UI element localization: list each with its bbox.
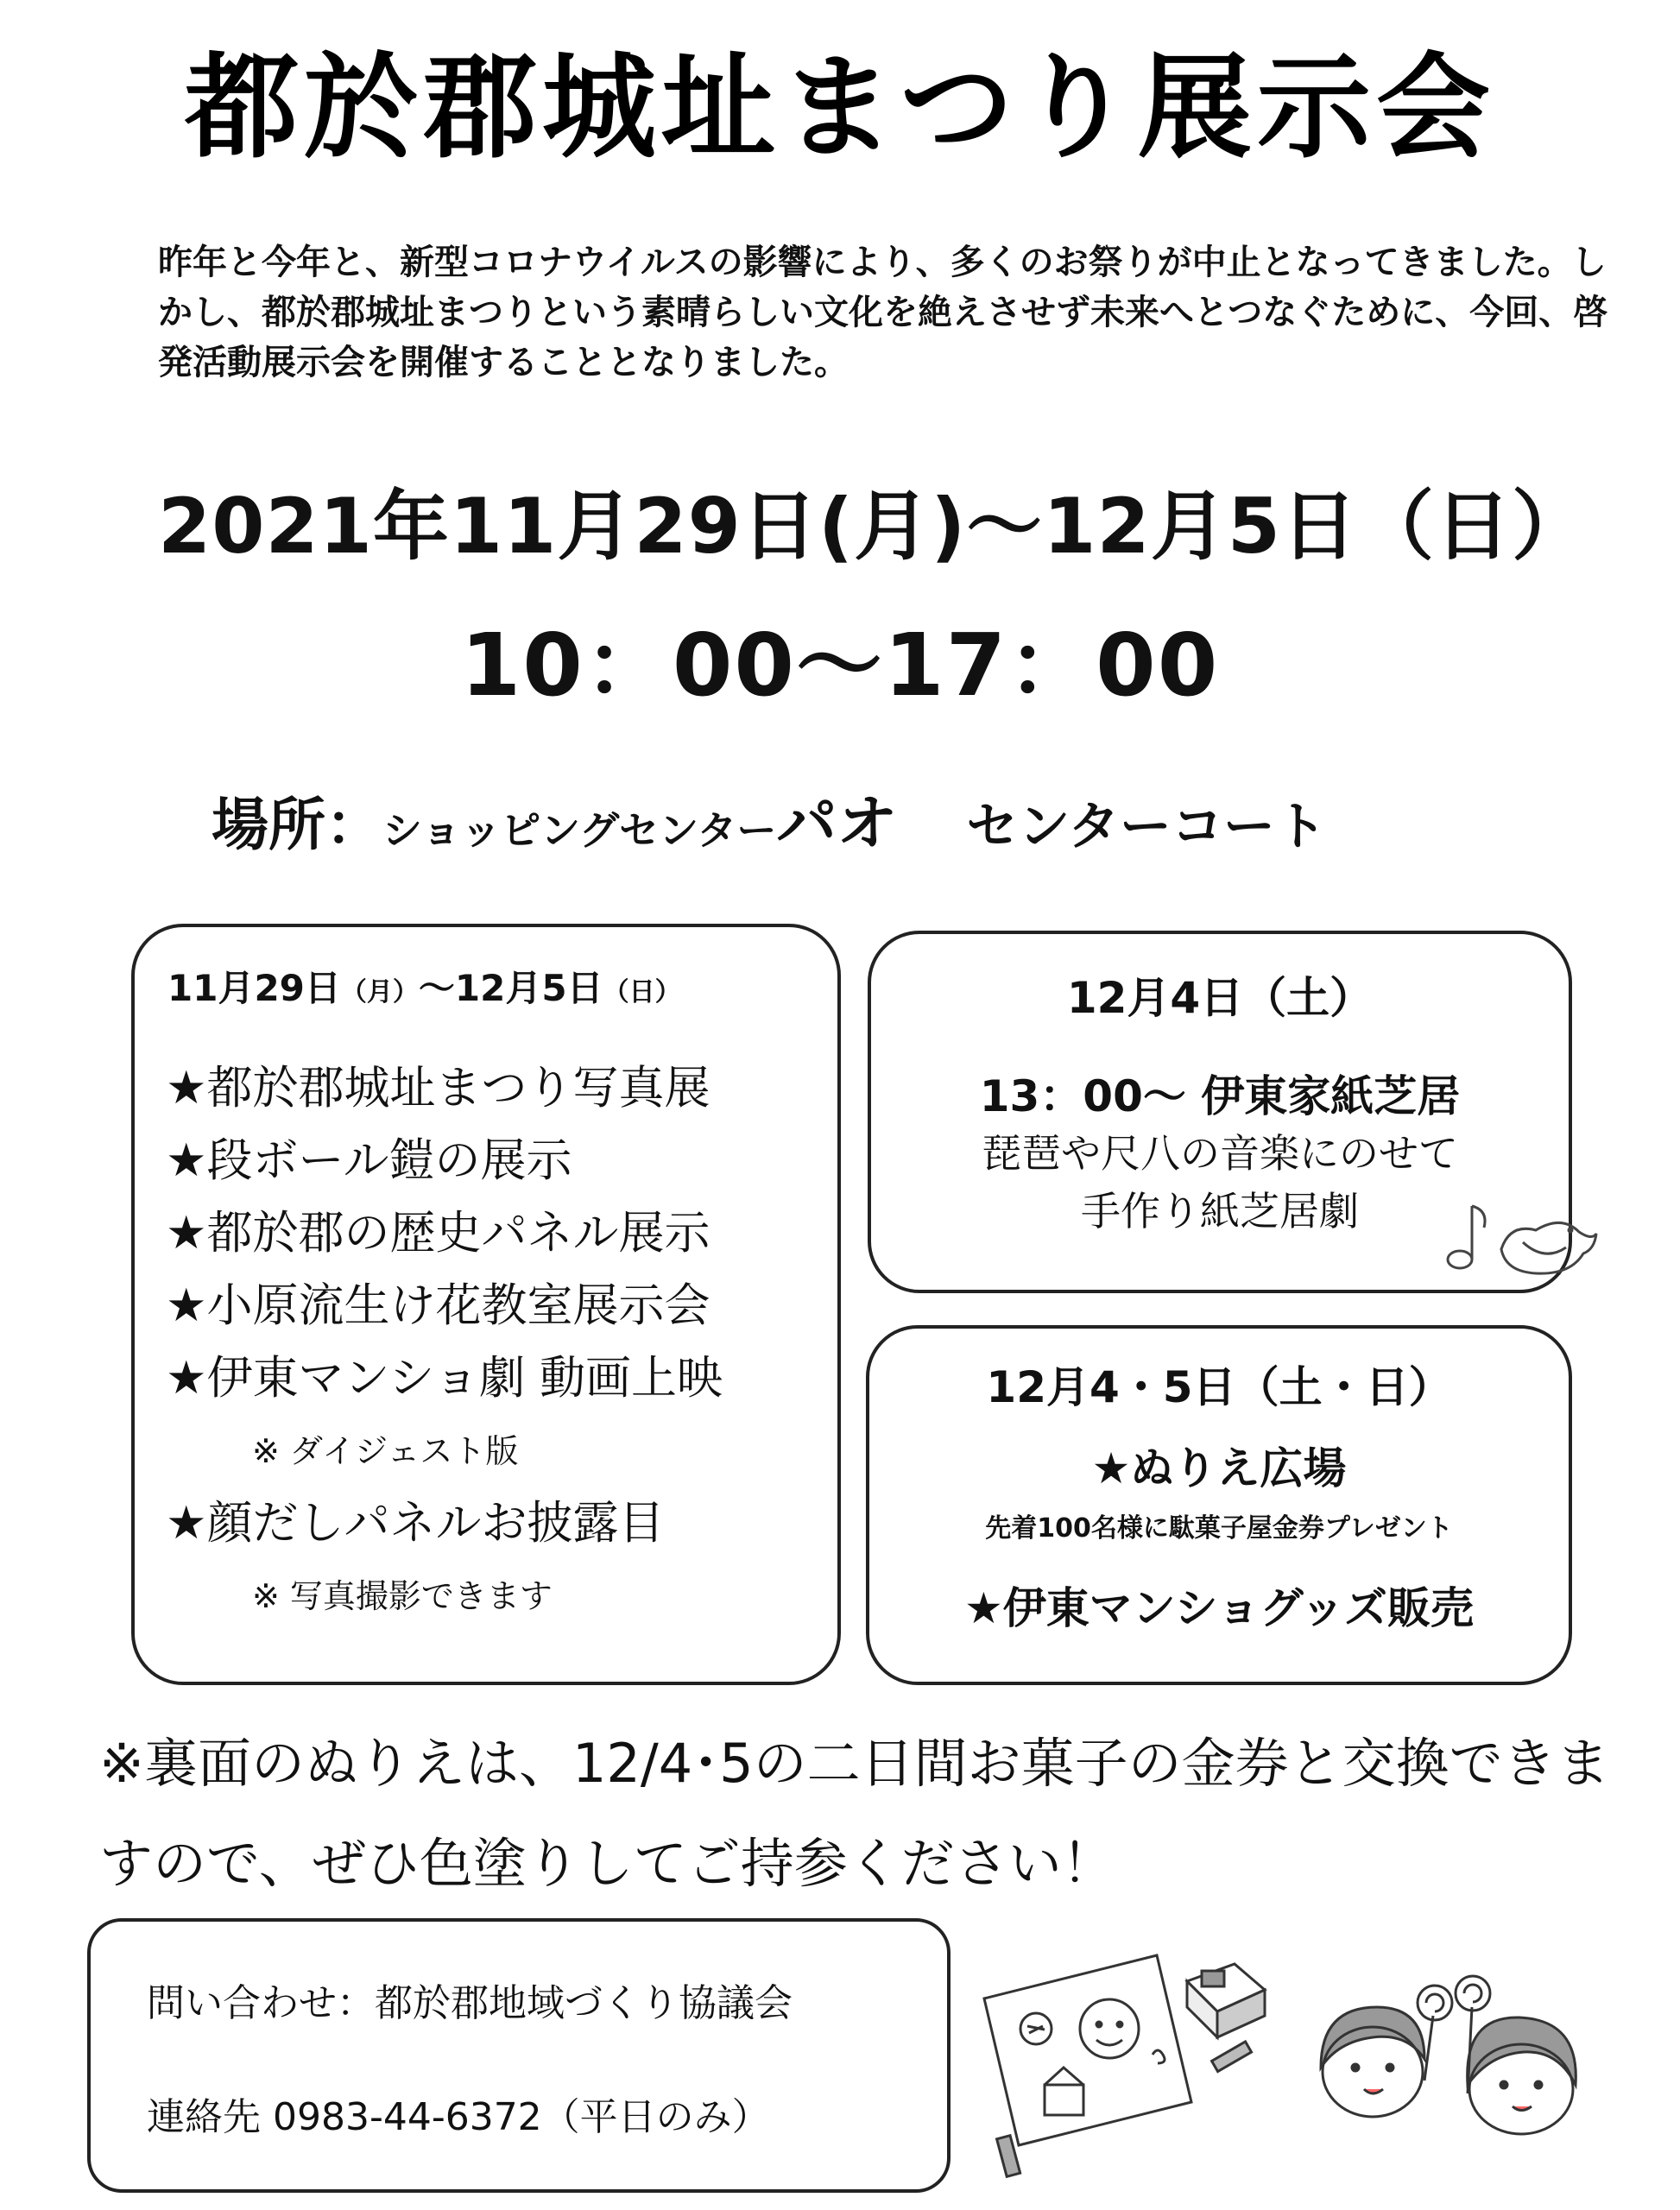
- kamishibai-desc-1: 琵琶や尺八の音楽にのせて: [982, 1130, 1458, 1177]
- exhibition-box: [131, 924, 841, 1685]
- list-item: ★都於郡の歴史パネル展示: [166, 1207, 711, 1260]
- list-item: ★顔だしパネルお披露目: [166, 1497, 665, 1550]
- venue-mall: ショッピングセンター: [382, 807, 777, 854]
- contact-phone: 連絡先 0983-44-6372（平日のみ）: [147, 2095, 770, 2139]
- event-dates: 2021年11月29日(月)～12月5日（日）: [158, 482, 1588, 571]
- kamishibai-box: [868, 931, 1572, 1293]
- venue-name: パオ: [776, 788, 898, 859]
- intro-paragraph: 昨年と今年と、新型コロナウイルスの影響により、多くのお祭りが中止となってきました。しかし、都於郡城址まつりという素晴らしい文化を絶えさせず未来へとつなぐために、今回、啓発活動展示会を開催することとなりました。: [158, 243, 1608, 382]
- coloring-notice: ※裏面のぬりえは、12/4･5の二日間お菓子の金券と交換できますので、ぜひ色塗りしてご持参ください！: [99, 1732, 1610, 1895]
- exhibition-period: [167, 960, 681, 1012]
- event-hours: 10：00～17：00: [460, 615, 1220, 716]
- list-item: ★小原流生け花教室展示会: [166, 1279, 711, 1332]
- nurie-title: ★ぬりえ広場: [1091, 1443, 1347, 1493]
- nurie-box: [866, 1325, 1572, 1685]
- nurie-date: 12月4・5日（土・日）: [986, 1362, 1452, 1412]
- kamishibai-desc-2: 手作り紙芝居劇: [1081, 1188, 1359, 1234]
- venue-label: 場所：: [212, 792, 382, 858]
- period-end-day: （日）: [603, 977, 681, 1007]
- poster-title: 都於郡城址まつり展示会: [185, 41, 1495, 174]
- venue-line: [212, 775, 1593, 862]
- nurie-gift: 先着100名様に駄菓子屋金券プレゼント: [985, 1513, 1453, 1544]
- goods-sale: ★伊東マンショグッズ販売: [963, 1583, 1475, 1633]
- contact-inquiry: 問い合わせ：都於郡地域づくり協議会: [147, 1981, 793, 2025]
- list-note: ※ 写真撮影できます: [252, 1577, 553, 1615]
- venue-court: センターコート: [966, 797, 1327, 857]
- list-note: ※ ダイジェスト版: [252, 1432, 519, 1470]
- coloring-paper-illustration: [976, 1929, 1286, 2180]
- music-bird-illustration: [1441, 1180, 1605, 1284]
- children-illustration: [1304, 1955, 1588, 2180]
- period-end: ～12月5日: [418, 967, 603, 1009]
- list-item: ★段ボール鎧の展示: [166, 1134, 572, 1187]
- period-start-day: （月）: [340, 977, 419, 1007]
- period-start: 11月29日: [167, 967, 341, 1009]
- kamishibai-time: 13：00～ 伊東家紙芝居: [979, 1071, 1461, 1121]
- kamishibai-date: 12月4日（土）: [1066, 973, 1374, 1023]
- list-item: ★都於郡城址まつり写真展: [166, 1062, 711, 1114]
- contact-box: [87, 1918, 951, 2193]
- exhibition-list: [166, 1052, 822, 1632]
- list-item: ★伊東マンショ劇 動画上映: [166, 1352, 723, 1405]
